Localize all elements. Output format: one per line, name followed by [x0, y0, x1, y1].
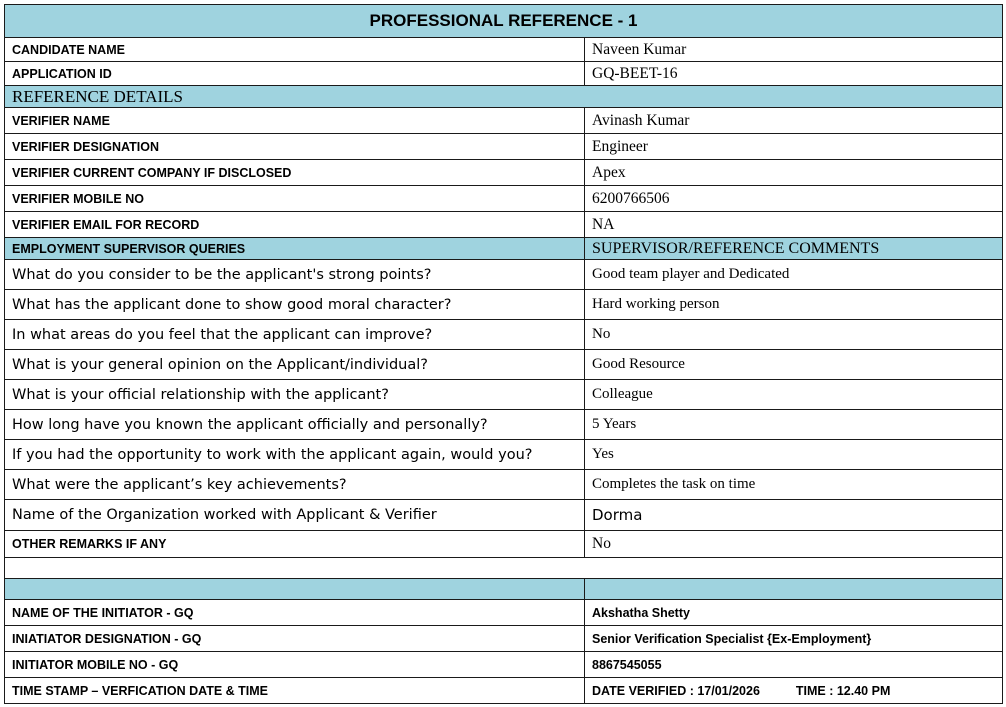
query-row [5, 320, 1003, 350]
query-answer: Hard working person [585, 290, 1003, 320]
query-question: What is your official relationship with the applicant? [5, 380, 585, 410]
query-question: Name of the Organization worked with Applicant & Verifier [5, 500, 585, 531]
query-row [5, 350, 1003, 380]
timestamp-value [585, 678, 1003, 704]
query-row [5, 410, 1003, 440]
professional-reference-form [4, 4, 1003, 704]
query-answer: No [585, 320, 1003, 350]
initiator-mobile-row [5, 652, 1003, 678]
query-question: How long have you known the applicant officially and personally? [5, 410, 585, 440]
query-row [5, 440, 1003, 470]
initiator-band-right [585, 579, 1003, 600]
verifier-company-value: Apex [585, 160, 1003, 186]
query-question: What has the applicant done to show good moral character? [5, 290, 585, 320]
initiator-band-left [5, 579, 585, 600]
initiator-designation-label: INIATIATOR DESIGNATION - GQ [5, 626, 585, 652]
initiator-name-value: Akshatha Shetty [585, 600, 1003, 626]
verifier-mobile-value: 6200766506 [585, 186, 1003, 212]
other-remarks-row [5, 531, 1003, 558]
verifier-mobile-label: VERIFIER MOBILE NO [5, 186, 585, 212]
title-row [5, 5, 1003, 38]
verifier-company-label: VERIFIER CURRENT COMPANY IF DISCLOSED [5, 160, 585, 186]
reference-details-header [5, 86, 1003, 108]
verifier-company-row [5, 160, 1003, 186]
query-row [5, 290, 1003, 320]
verifier-email-row [5, 212, 1003, 238]
query-row [5, 380, 1003, 410]
blank-spacer-row [5, 558, 1003, 579]
verifier-designation-row [5, 134, 1003, 160]
initiator-name-label: NAME OF THE INITIATOR - GQ [5, 600, 585, 626]
initiator-mobile-label: INITIATOR MOBILE NO - GQ [5, 652, 585, 678]
initiator-designation-value: Senior Verification Specialist {Ex-Employment} [585, 626, 1003, 652]
initiator-mobile-value: 8867545055 [585, 652, 1003, 678]
candidate-name-value: Naveen Kumar [585, 38, 1003, 62]
application-id-label: APPLICATION ID [5, 62, 585, 86]
application-id-row [5, 62, 1003, 86]
time-text: TIME : 12.40 PM [795, 683, 891, 698]
verifier-name-label: VERIFIER NAME [5, 108, 585, 134]
query-row [5, 470, 1003, 500]
query-answer: Completes the task on time [585, 470, 1003, 500]
initiator-band-row [5, 579, 1003, 600]
query-answer: Yes [585, 440, 1003, 470]
timestamp-label: TIME STAMP – VERFICATION DATE & TIME [5, 678, 585, 704]
query-answer: Good team player and Dedicated [585, 260, 1003, 290]
verifier-designation-value: Engineer [585, 134, 1003, 160]
application-id-value: GQ-BEET-16 [585, 62, 1003, 86]
query-answer: Dorma [585, 500, 1003, 531]
queries-header-left: EMPLOYMENT SUPERVISOR QUERIES [5, 238, 585, 260]
query-row [5, 260, 1003, 290]
verifier-email-value: NA [585, 212, 1003, 238]
verifier-name-value: Avinash Kumar [585, 108, 1003, 134]
form-title: PROFESSIONAL REFERENCE - 1 [5, 5, 1003, 38]
other-remarks-label: OTHER REMARKS IF ANY [5, 531, 585, 558]
queries-header-row [5, 238, 1003, 260]
query-question: If you had the opportunity to work with the applicant again, would you? [5, 440, 585, 470]
verifier-name-row [5, 108, 1003, 134]
initiator-designation-row [5, 626, 1003, 652]
query-answer: Colleague [585, 380, 1003, 410]
query-row [5, 500, 1003, 531]
verifier-mobile-row [5, 186, 1003, 212]
query-answer: Good Resource [585, 350, 1003, 380]
query-question: What were the applicant’s key achievements? [5, 470, 585, 500]
query-question: What do you consider to be the applicant's strong points? [5, 260, 585, 290]
verifier-designation-label: VERIFIER DESIGNATION [5, 134, 585, 160]
blank-spacer-cell [5, 558, 1003, 579]
queries-header-right: SUPERVISOR/REFERENCE COMMENTS [585, 238, 1003, 260]
verifier-email-label: VERIFIER EMAIL FOR RECORD [5, 212, 585, 238]
date-verified-text: DATE VERIFIED : 17/01/2026 [592, 683, 760, 698]
timestamp-row [5, 678, 1003, 704]
query-question: What is your general opinion on the Applicant/individual? [5, 350, 585, 380]
candidate-name-row [5, 38, 1003, 62]
query-question: In what areas do you feel that the applicant can improve? [5, 320, 585, 350]
candidate-name-label: CANDIDATE NAME [5, 38, 585, 62]
other-remarks-value: No [585, 531, 1003, 558]
reference-details-title: REFERENCE DETAILS [5, 86, 1003, 108]
initiator-name-row [5, 600, 1003, 626]
query-answer: 5 Years [585, 410, 1003, 440]
